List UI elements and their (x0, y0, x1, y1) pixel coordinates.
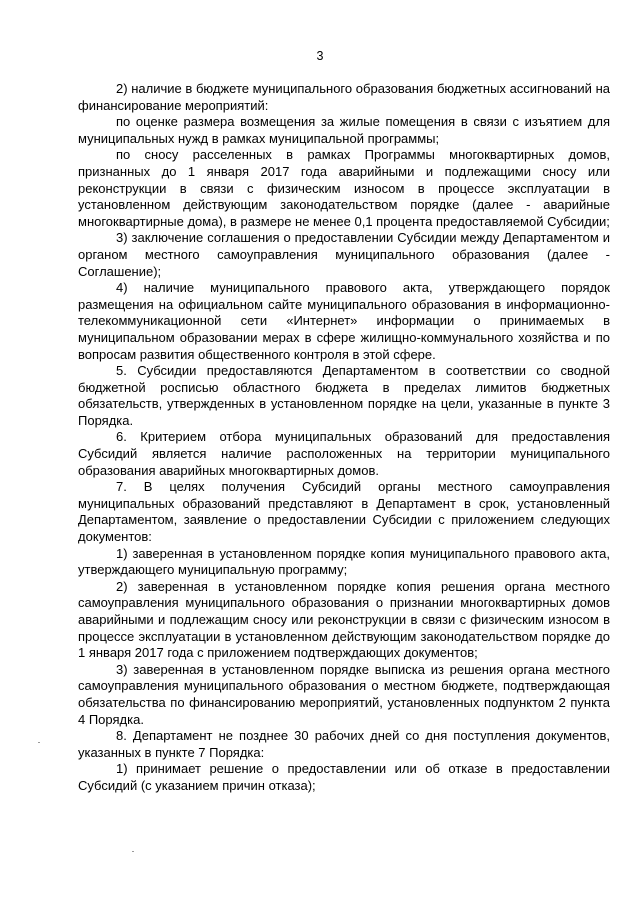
document-body (78, 81, 610, 795)
paragraph: 8. Департамент не позднее 30 рабочих дней со дня поступления документов, указанных в пункте 7 Порядка: (78, 728, 610, 760)
paragraph: по сносу расселенных в рамках Программы многоквартирных домов, признанных до 1 января 2017 года аварийными и подлежащими сносу или реконструкции в связи с физическим износом в процессе эксплуатации в установленном действующим законодательством порядке (далее - аварийные многоквартирные дома), в размере не менее 0,1 процента предоставляемой Субсидии; (78, 147, 610, 229)
paragraph: 6. Критерием отбора муниципальных образований для предоставления Субсидий является наличие расположенных на территории муниципального образования аварийных многоквартирных домов. (78, 429, 610, 478)
paragraph: 7. В целях получения Субсидий органы местного самоуправления муниципальных образований представляют в Департамент в срок, установленный Департаментом, заявление о предоставлении Субсидии с приложением следующих документов: (78, 479, 610, 545)
paragraph: 5. Субсидии предоставляются Департаментом в соответствии со сводной бюджетной росписью областного бюджета в пределах лимитов бюджетных обязательств, утвержденных в установленном порядке на цели, указанные в пункте 3 Порядка. (78, 363, 610, 428)
paragraph: по оценке размера возмещения за жилые помещения в связи с изъятием для муниципальных нужд в рамках муниципальной программы; (78, 114, 610, 146)
paragraph: 1) принимает решение о предоставлении или об отказе в предоставлении Субсидий (с указанием причин отказа); (78, 761, 610, 793)
scan-speck (38, 742, 40, 743)
paragraph: 1) заверенная в установленном порядке копия муниципального правового акта, утверждающего муниципальную программу; (78, 545, 610, 578)
paragraph: 2) заверенная в установленном порядке копия решения органа местного самоуправления муниципального образования о признании многоквартирных домов аварийными и подлежащим сносу или реконструкции в связи с физическим износом в процессе эксплуатации в установленном действующим законодательством порядке до 1 января 2017 года с приложением подтверждающих документов; (78, 578, 610, 661)
scan-speck (132, 851, 134, 852)
paragraph: 3) заверенная в установленном порядке выписка из решения органа местного самоуправления муниципального образования о местном бюджете, подтверждающая обязательства по финансированию мероприятий, установленных подпунктом 2 пункта 4 Порядка. (78, 661, 610, 727)
paragraph: 2) наличие в бюджете муниципального образования бюджетных ассигнований на финансирование мероприятий: (78, 81, 610, 113)
page-number: 3 (316, 49, 324, 63)
paragraph: 4) наличие муниципального правового акта, утверждающего порядок размещения на официальном сайте муниципального образования в информационно-телекоммуникационной сети «Интернет» информации о принимаемых в муниципальном образовании мерах в сфере жилищно-коммунального хозяйства и по вопросам развития общественного контроля в этой сфере. (78, 280, 610, 362)
paragraph: 3) заключение соглашения о предоставлении Субсидии между Департаментом и органом местного самоуправления муниципального образования (далее - Соглашение); (78, 230, 610, 279)
